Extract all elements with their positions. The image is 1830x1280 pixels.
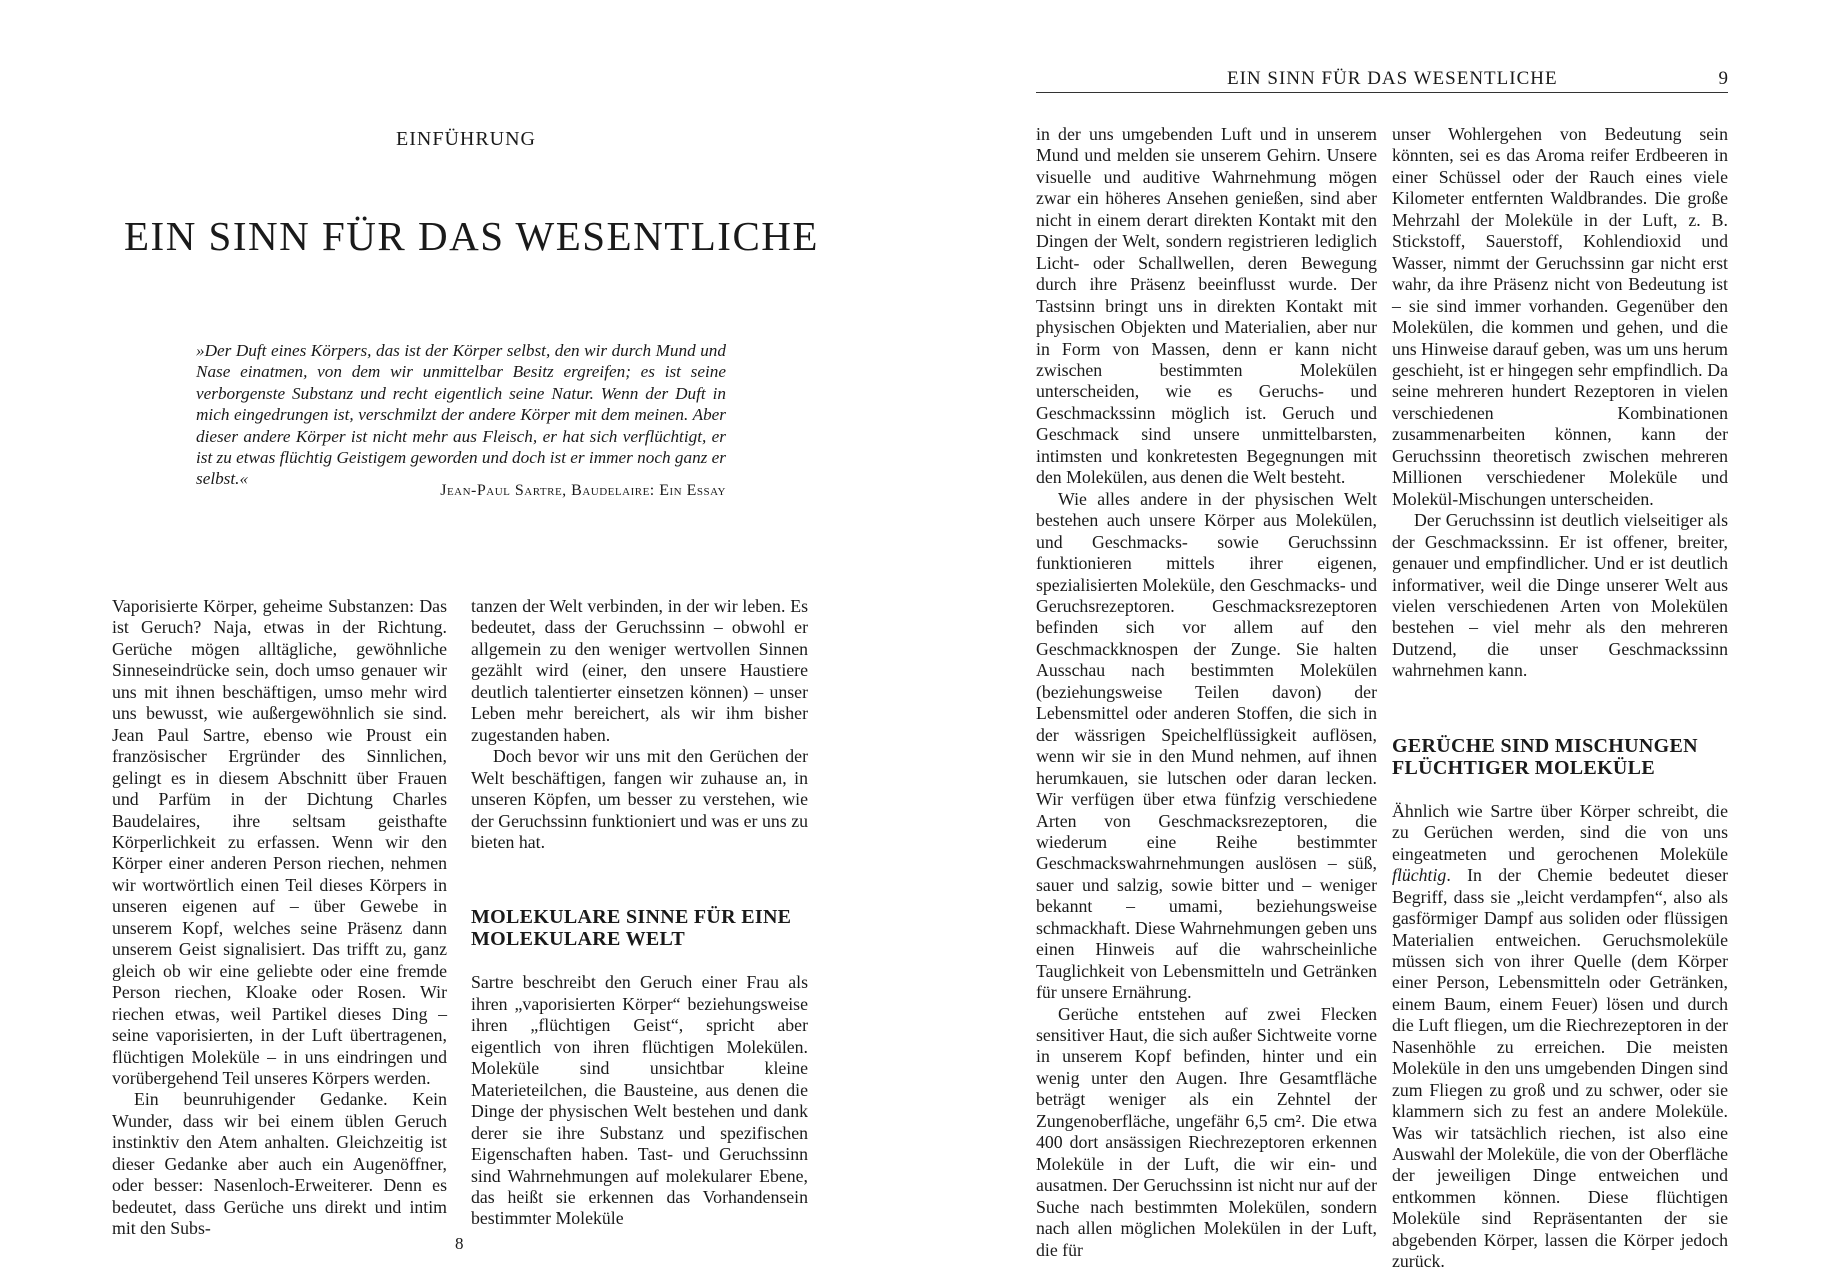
chapter-title: EIN SINN FÜR DAS WESENTLICHE [124,213,819,259]
body-paragraph: Ein beunruhigender Gedanke. Kein Wunder, dass wir bei einem üblen Geruch instinktiv den Atem anhalten. Gleichzeitig ist dieser Gedanke aber auch ein Augenöffner, oder besser: Nasenloch-Erweiterer. Denn es bedeutet, dass Gerüche uns direkt und intim mit den Subs- [112,1089,447,1239]
epigraph-source: Jean-Paul Sartre, Baudelaire: Ein Essay [440,482,726,499]
right-page [915,0,1830,1280]
epigraph-quote: »Der Duft eines Körpers, das ist der Körper selbst, den wir durch Mund und Nase einatmen, von dem wir unmittelbar Besitz ergreifen; es ist seine verborgenste Substanz und recht eigentlich seine Natur. Wenn der Duft in mich eingedrungen ist, verschmilzt der andere Körper mit dem meinen. Aber dieser andere Körper ist nicht mehr aus Fleisch, er hat sich verflüchtigt, er ist zu etwas flüchtig Geistigem geworden und doch ist er immer noch ganz er selbst.« [196,341,726,489]
body-paragraph: unser Wohlergehen von Bedeutung sein könnten, sei es das Aroma reifer Erdbeeren in einer Schüssel oder der Rauch eines viele Kilometer entfernten Waldbrandes. Die große Mehrzahl der Moleküle in der Luft, z. B. Stickstoff, Sauerstoff, Kohlendioxid und Wasser, nimmt der Geruchssinn gar nicht erst wahr, da ihre Präsenz nicht von Bedeutung ist – sie sind immer vorhanden. Gegenüber den Molekülen, die kommen und gehen, und die uns Hinweise darauf geben, was um uns herum geschieht, ist er hingegen sehr empfindlich. Da seine mehreren hundert Rezeptoren in vielen verschiedenen Kombinationen zusammenarbeiten können, kann der Geruchssinn theoretisch zwischen mehreren Millionen verschiedener Moleküle und Molekül-Mischungen unterscheiden. [1392,124,1728,509]
body-paragraph: Doch bevor wir uns mit den Gerüchen der Welt beschäftigen, fangen wir zuhause an, in unseren Köpfen, um besser zu verstehen, wie der Geruchssinn funktioniert und was er uns zu bieten hat. [471,746,808,852]
body-paragraph: Wie alles andere in der physischen Welt bestehen auch unsere Körper aus Molekülen, und Geschmacks- sowie Geruchssinn funktionieren mittels ihrer eigenen, spezialisierten Moleküle, den Geschmacks- und Geruchsrezeptoren. Geschmacksrezeptoren befinden sich vor allem auf den Geschmackknospen der Zunge. Sie halten Ausschau nach bestimmten Molekülen (beziehungsweise Teilen davon) der Lebensmittel oder anderen Stoffen, die sich in der wässrigen Speichelflüssigkeit auflösen, wenn wir sie in den Mund nehmen, auf ihnen herumkauen, sie lutschen oder daran lecken. Wir verfügen über etwa fünfzig verschiedene Arten von Geschmacksrezeptoren, die wiederum eine Reihe bestimmter Geschmackswahrnehmungen auslösen – süß, sauer und salzig, sowie bitter und – weniger bekannt – umami, beziehungsweise schmackhaft. Diese Wahrnehmungen geben uns einen Hinweis auf die wahrscheinliche Tauglichkeit von Lebensmitteln und Getränken für unsere Ernährung. [1036,488,1377,1003]
text-run: . In der Chemie bedeutet dieser Begriff, dass sie „leicht verdampfen“, also als gasförmiger Dampf aus soliden oder flüssigen Materialien entweichen. Geruchsmoleküle müssen sich von ihrer Quelle (dem Körper einer Person, Lebensmitteln oder Getränken, einem Baum, einem Feuer) lösen und durch die Luft fliegen, um die Riechrezeptoren in der Nasenhöhle zu erreichen. Die meisten Moleküle in den uns umgebenden Dingen sind zum Fliegen zu groß und zu schwer, oder sie klammern sich zu fest an andere Moleküle. Was wir tatsächlich riechen, ist also eine Auswahl der Moleküle, die von der Oberfläche der jeweiligen Dinge entweichen und entkommen können. Diese flüchtigen Moleküle sind Repräsentanten der sie abgebenden Körper, lassen die Körper jedoch zurück. [1392,865,1728,1272]
section-heading-line: GERÜCHE SIND MISCHUNGEN [1392,734,1698,757]
emphasized-term: flüchtig [1392,865,1447,886]
body-paragraph [1392,801,1728,1273]
section-heading-line: MOLEKULARE SINNE FÜR EINE [471,906,792,929]
body-paragraph: Sartre beschreibt den Geruch einer Frau als ihren „vaporisierten Körper“ beziehungsweise ihren „flüchtigen Geist“, spricht aber eigentlich von ihren flüchtigen Molekülen. Moleküle sind unsichtbar kleine Materieteilchen, die Bausteine, aus denen die Dinge der physischen Welt bestehen und dank derer sie ihre Substanz und spezifischen Eigenschaften haben. Tast- und Geruchssinn sind Wahrnehmungen auf molekularer Ebene, das heißt sie erkennen das Vorhandensein bestimmter Moleküle [471,972,808,1229]
section-heading [1392,735,1728,779]
page-number: 9 [1718,68,1728,89]
right-column-2 [1392,124,1728,1273]
section-heading-line: MOLEKULARE WELT [471,928,686,951]
body-paragraph: Vaporisierte Körper, geheime Substanzen: Das ist Geruch? Naja, etwas in der Richtung. Gerüche mögen alltägliche, gewöhnliche Sinneseindrücke sein, doch umso genauer wir uns mit ihnen beschäftigen, umso mehr wird uns bewusst, wie außergewöhnlich sie sind. Jean Paul Sartre, ebenso wie Proust ein französischer Ergründer des Sinnlichen, gelingt es in diesem Abschnitt über Frauen und Parfüm in der Dichtung Charles Baudelaires, ihre seltsam geisthafte Körperlichkeit zu erfassen. Wenn wir den Körper einer anderen Person riechen, nehmen wir wortwörtlich einen Teil dieses Körpers in unseren eigenen auf – über Gewebe in unserem Kopf, welches seine Präsenz dann unserem Geist signalisiert. Das trifft zu, ganz gleich ob wir eine geliebte oder eine fremde Person riechen, Kloake oder Rosen. Wir riechen etwas, weil Partikel dieses Ding – seine vaporisierten, in der Luft übertragenen, flüchtigen Moleküle – in uns eindringen und vorübergehend Teil unseres Körpers werden. [112,596,447,1088]
section-heading [471,906,808,950]
left-column-1 [112,596,447,1240]
chapter-label: EINFÜHRUNG [396,128,536,150]
running-header [1036,68,1728,93]
running-title: EIN SINN FÜR DAS WESENTLICHE [1227,68,1558,89]
body-paragraph: tanzen der Welt verbinden, in der wir leben. Es bedeutet, dass der Geruchssinn – obwohl er allgemein zu den weniger wertvollen Sinnen gezählt wird (einer, den unsere Haustiere deutlich talentierter einsetzen können) – unser Leben mehr bereichert, als wir ihm bisher zugestanden haben. [471,596,808,745]
body-paragraph: Gerüche entstehen auf zwei Flecken sensitiver Haut, die sich außer Sichtweite vorne in unserem Kopf befinden, hinter und ein wenig unter den Augen. Ihre Gesamtfläche beträgt weniger als ein Zehntel der Zungenoberfläche, ungefähr 6,5 cm². Die etwa 400 dort ansässigen Riechrezeptoren erkennen Moleküle in der Luft, die wir ein- und ausatmen. Der Geruchssinn ist nicht nur auf der Suche nach bestimmten Molekülen, sondern nach allen möglichen Molekülen in der Luft, die für [1036,1003,1377,1260]
body-paragraph: in der uns umgebenden Luft und in unserem Mund und melden sie unserem Gehirn. Unsere visuelle und auditive Wahrnehmung mögen zwar ein höheres Ansehen genießen, sind aber nicht in einem derart direkten Kontakt mit den Dingen der Welt, sondern registrieren lediglich Licht- oder Schallwellen, deren Bewegung durch ihre Präsenz beeinflusst wurde. Der Tastsinn bringt uns in direkten Kontakt mit physischen Objekten und Materialien, aber nur in Form von Massen, denn er kann nicht zwischen bestimmten Molekülen unterscheiden, wie es Geruchs- und Geschmackssinn möglich ist. Geruch und Geschmack sind unsere unmittelbarsten, intimsten und konkretesten Begegnungen mit den Molekülen, aus denen die Welt besteht. [1036,124,1377,488]
right-column-1 [1036,124,1377,1261]
body-paragraph: Der Geruchssinn ist deutlich vielseitiger als der Geschmackssinn. Er ist offener, breiter, genauer und empfindlicher. Und er ist deutlich informativer, weil die Dinge unserer Welt aus vielen verschiedenen Arten von Molekülen bestehen – viel mehr als den mehreren Dutzend, die unser Geschmackssinn wahrnehmen kann. [1392,510,1728,681]
page-number: 8 [455,1234,464,1253]
text-run: Ähnlich wie Sartre über Körper schreibt, die zu Gerüchen werden, sind die von uns eingeatmeten und gerochenen Moleküle [1392,800,1728,864]
section-heading-line: FLÜCHTIGER MOLEKÜLE [1392,756,1655,779]
left-column-2 [471,596,808,1230]
